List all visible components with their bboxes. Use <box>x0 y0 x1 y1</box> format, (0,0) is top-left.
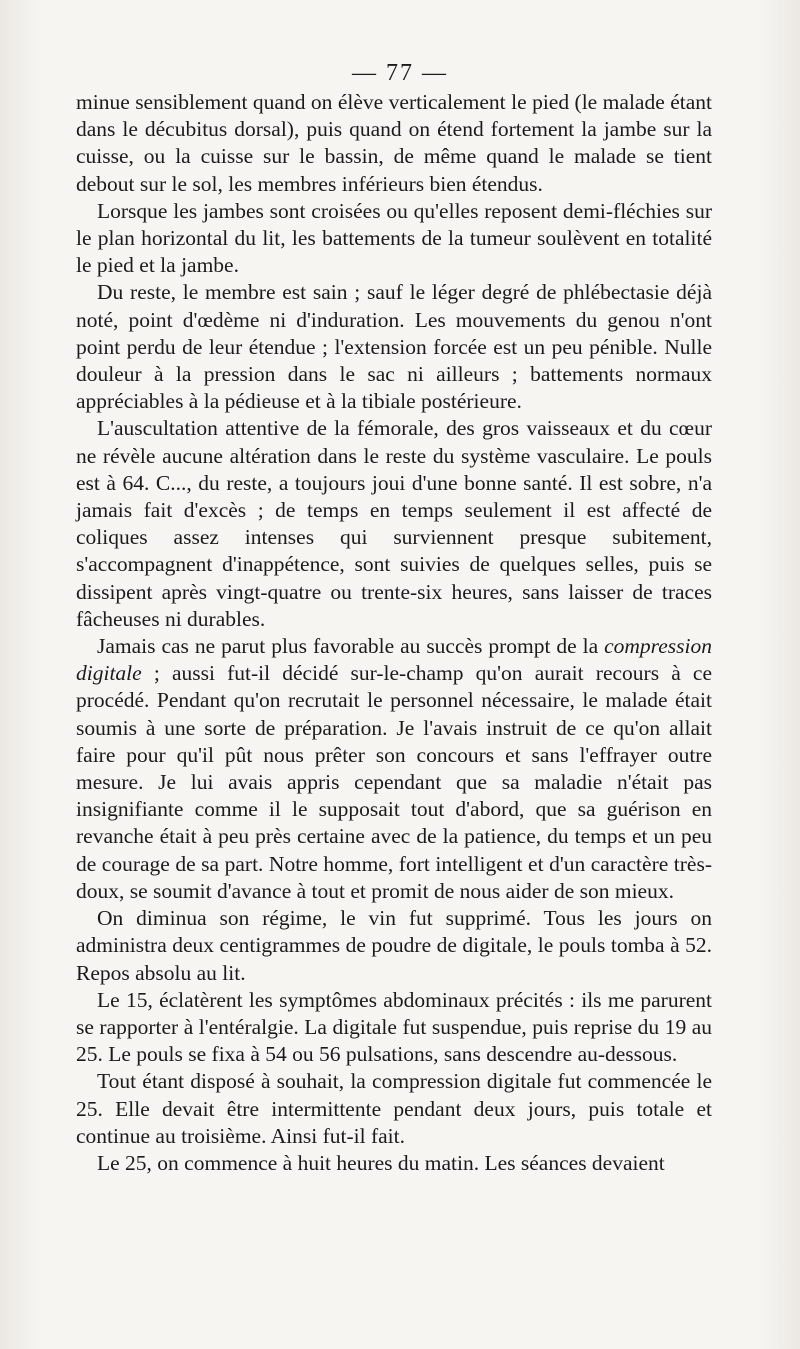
paragraph-8: Tout étant disposé à souhait, la compression digitale fut commencée le 25. Elle devait être intermittente pendant deux jours, puis totale et continue au troisième. Ainsi fut-il fait. <box>76 1069 712 1148</box>
page-number: — 77 — <box>352 60 448 86</box>
paragraph-2: Lorsque les jambes sont croisées ou qu'elles reposent demi-fléchies sur le plan horizontal du lit, les battements de la tumeur soulèvent en totalité le pied et la jambe. <box>76 198 712 278</box>
paragraph-9: Le 25, on commence à huit heures du matin. Les séances devaient <box>97 1150 665 1175</box>
paragraph-6: On diminua son régime, le vin fut supprimé. Tous les jours on administra deux centigrammes de poudre de digitale, le pouls tomba à 52. Repos absolu au lit. <box>76 906 712 985</box>
paragraph-1: minue sensiblement quand on élève verticalement le pied (le malade étant dans le décubitus dorsal), puis quand on étend fortement la jambe sur la cuisse, ou la cuisse sur le bassin, de même quand le malade se tient debout sur le sol, les membres inférieurs bien étendus. <box>76 90 712 196</box>
paragraph-5-end: ; aussi fut-il décidé sur-le-champ qu'on aurait recours à ce procédé. Pendant qu'on recrutait le personnel nécessaire, le malade était soumis à une sorte de préparation. Je l'avais instruit de ce qu'on allait faire pour qu'il pût nous prêter son concours et sans l'effrayer outre mesure. Je lui avais appris cependant que sa maladie n'était pas insignifiante comme il le supposait tout d'abord, que sa guérison en revanche était à peu près certaine avec de la patience, du temps et un peu de courage de sa part. Notre homme, fort intelligent et d'un caractère très-doux, se soumit d'avance à tout et promit de nous aider de son mieux. <box>76 661 712 903</box>
body-text <box>76 89 712 1177</box>
paragraph-5 <box>76 633 712 905</box>
paragraph-7: Le 15, éclatèrent les symptômes abdominaux précités : ils me parurent se rapporter à l'entéralgie. La digitale fut suspendue, puis reprise du 19 au 25. Le pouls se fixa à 54 ou 56 pulsations, sans descendre au-dessous. <box>76 987 712 1067</box>
paragraph-5-italic: compression digitale <box>76 634 712 686</box>
paragraph-3: Du reste, le membre est sain ; sauf le léger degré de phlébectasie déjà noté, point d'œdème ni d'induration. Les mouvements du genou n'ont point perdu de leur étendue ; l'extension forcée est un peu pénible. Nulle douleur à la pression dans le sac ni ailleurs ; battements normaux appréciables à la pédieuse et à la tibiale postérieure. <box>76 280 712 414</box>
paragraph-4: L'auscultation attentive de la fémorale, des gros vaisseaux et du cœur ne révèle aucune altération dans le reste du système vasculaire. Le pouls est à 64. C..., du reste, a toujours joui d'une bonne santé. Il est sobre, n'a jamais fait d'excès ; de temps en temps seulement il est affecté de coliques assez intenses qui surviennent presque subitement, s'accompagnent d'inappétence, sont suivies de quelques selles, puis se dissipent après vingt-quatre ou trente-six heures, sans laisser de traces fâcheuses ni durables. <box>76 416 712 631</box>
paragraph-5-start: Jamais cas ne parut plus favorable au succès prompt de la <box>97 634 605 659</box>
